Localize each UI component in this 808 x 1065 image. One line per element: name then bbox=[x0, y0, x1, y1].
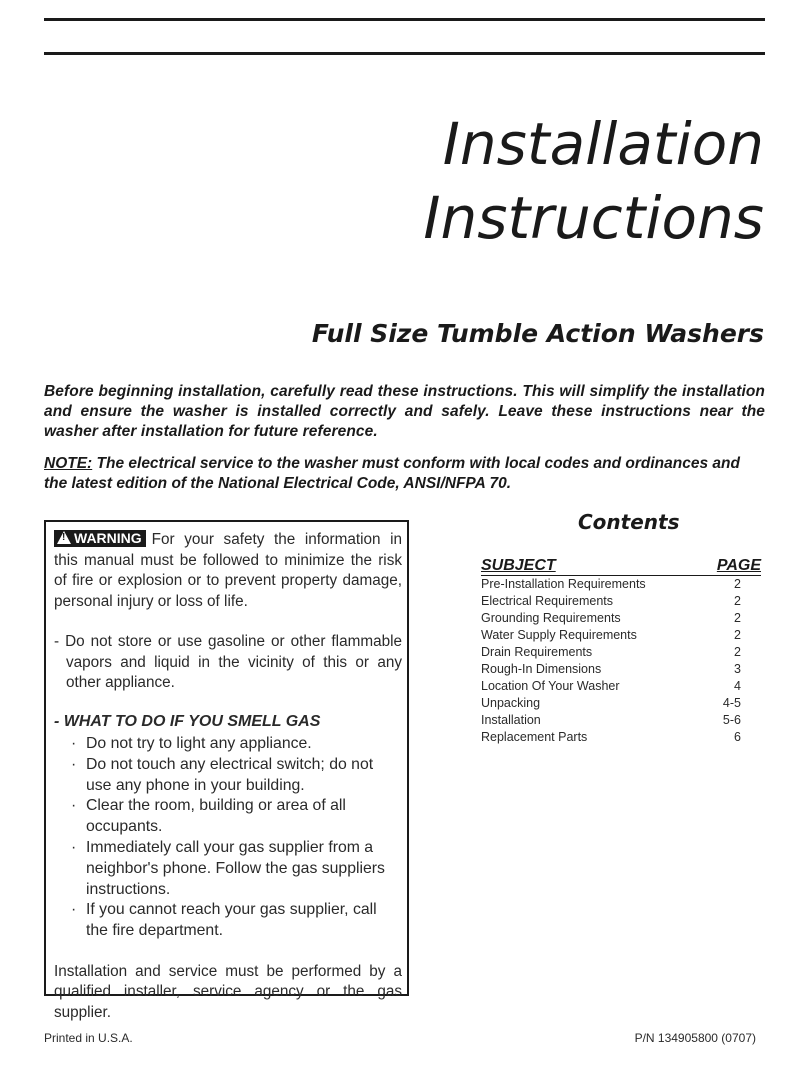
contents-subject: Location Of Your Washer bbox=[481, 679, 620, 693]
contents-page: 4-5 bbox=[722, 696, 741, 710]
gas-step-text: Immediately call your gas supplier from a neighbor's phone. Follow the gas suppliers instructions. bbox=[86, 838, 385, 898]
note-text: The electrical service to the washer must conform with local codes and ordinances and the latest edition of the National Electrical Code, ANSI/NFPA 70. bbox=[44, 455, 740, 492]
contents-row bbox=[481, 627, 761, 644]
contents-row bbox=[481, 644, 761, 661]
contents-table bbox=[481, 556, 761, 746]
installation-note: Installation and service must be performed by a qualified installer, service agency or the gas supplier. bbox=[54, 962, 402, 1021]
contents-page: 5-6 bbox=[722, 713, 741, 727]
gas-step bbox=[54, 838, 402, 900]
second-rule bbox=[44, 52, 765, 55]
bullet-icon: · bbox=[71, 735, 77, 752]
contents-row bbox=[481, 695, 761, 712]
page-title-line-2: Instructions bbox=[423, 184, 764, 252]
warning-box bbox=[44, 520, 409, 1021]
contents-page: 3 bbox=[734, 662, 741, 676]
contents-header bbox=[481, 556, 761, 576]
gas-step-text: Do not touch any electrical switch; do not use any phone in your building. bbox=[86, 755, 374, 794]
contents-subject: Rough-In Dimensions bbox=[481, 662, 602, 676]
bullet-icon: · bbox=[71, 755, 77, 773]
bullet-icon: · bbox=[71, 901, 77, 919]
contents-subject: Drain Requirements bbox=[481, 645, 593, 659]
contents-title: Contents bbox=[578, 510, 680, 534]
gas-step-text: Do not try to light any appliance. bbox=[86, 735, 312, 752]
contents-subject: Replacement Parts bbox=[481, 730, 588, 744]
part-number: P/N 134905800 (0707) bbox=[634, 1031, 756, 1045]
note-paragraph bbox=[44, 454, 765, 494]
gas-step bbox=[54, 900, 402, 942]
contents-page: 4 bbox=[734, 679, 741, 693]
subject-header: SUBJECT bbox=[481, 557, 556, 574]
gas-step-text: If you cannot reach your gas supplier, call the fire department. bbox=[86, 901, 377, 940]
bullet-icon: · bbox=[71, 797, 77, 815]
contents-subject: Grounding Requirements bbox=[481, 611, 621, 625]
contents-page: 2 bbox=[734, 611, 741, 625]
contents-row bbox=[481, 729, 761, 746]
page-header: PAGE bbox=[716, 557, 761, 574]
contents-subject: Electrical Requirements bbox=[481, 594, 613, 608]
contents-row bbox=[481, 593, 761, 610]
gas-step bbox=[54, 755, 402, 797]
note-label: NOTE: bbox=[44, 455, 93, 472]
contents-page: 6 bbox=[734, 730, 741, 744]
bullet-icon: · bbox=[71, 838, 77, 856]
page-title-line-1: Installation bbox=[442, 110, 764, 178]
contents-subject: Installation bbox=[481, 713, 541, 727]
contents-page: 2 bbox=[734, 628, 741, 642]
contents-subject: Unpacking bbox=[481, 696, 541, 710]
gas-step-text: Clear the room, building or area of all occupants. bbox=[86, 797, 346, 836]
warning-lead bbox=[54, 530, 402, 612]
contents-rows bbox=[481, 576, 761, 746]
contents-row bbox=[481, 576, 761, 593]
warning-item-flammable: - Do not store or use gasoline or other flammable vapors and liquid in the vicinity of this or any other appliance. bbox=[54, 633, 402, 691]
top-rule bbox=[44, 18, 765, 21]
warning-triangle-icon bbox=[57, 531, 71, 544]
contents-page: 2 bbox=[734, 594, 741, 608]
page-subtitle: Full Size Tumble Action Washers bbox=[311, 319, 764, 348]
gas-heading: - WHAT TO DO IF YOU SMELL GAS bbox=[54, 712, 321, 730]
printed-in-label: Printed in U.S.A. bbox=[44, 1031, 133, 1045]
warning-badge bbox=[54, 530, 146, 547]
gas-steps-list bbox=[54, 734, 402, 942]
intro-paragraph: Before beginning installation, carefully read these instructions. This will simplify the installation and ensure the washer is installed correctly and safely. Leave these instructions near the washer after installation for future reference. bbox=[44, 383, 765, 440]
contents-subject: Pre-Installation Requirements bbox=[481, 577, 646, 591]
contents-subject: Water Supply Requirements bbox=[481, 628, 637, 642]
contents-page: 2 bbox=[734, 645, 741, 659]
contents-row bbox=[481, 661, 761, 678]
gas-step bbox=[54, 734, 402, 755]
contents-row bbox=[481, 610, 761, 627]
contents-row bbox=[481, 678, 761, 695]
gas-step bbox=[54, 796, 402, 838]
warning-badge-label: WARNING bbox=[74, 530, 142, 546]
warning-lead-text: For your safety the information in this manual must be followed to minimize the risk of fire or explosion or to prevent property damage, personal injury or loss of life. bbox=[54, 531, 402, 610]
contents-row bbox=[481, 712, 761, 729]
contents-page: 2 bbox=[734, 577, 741, 591]
